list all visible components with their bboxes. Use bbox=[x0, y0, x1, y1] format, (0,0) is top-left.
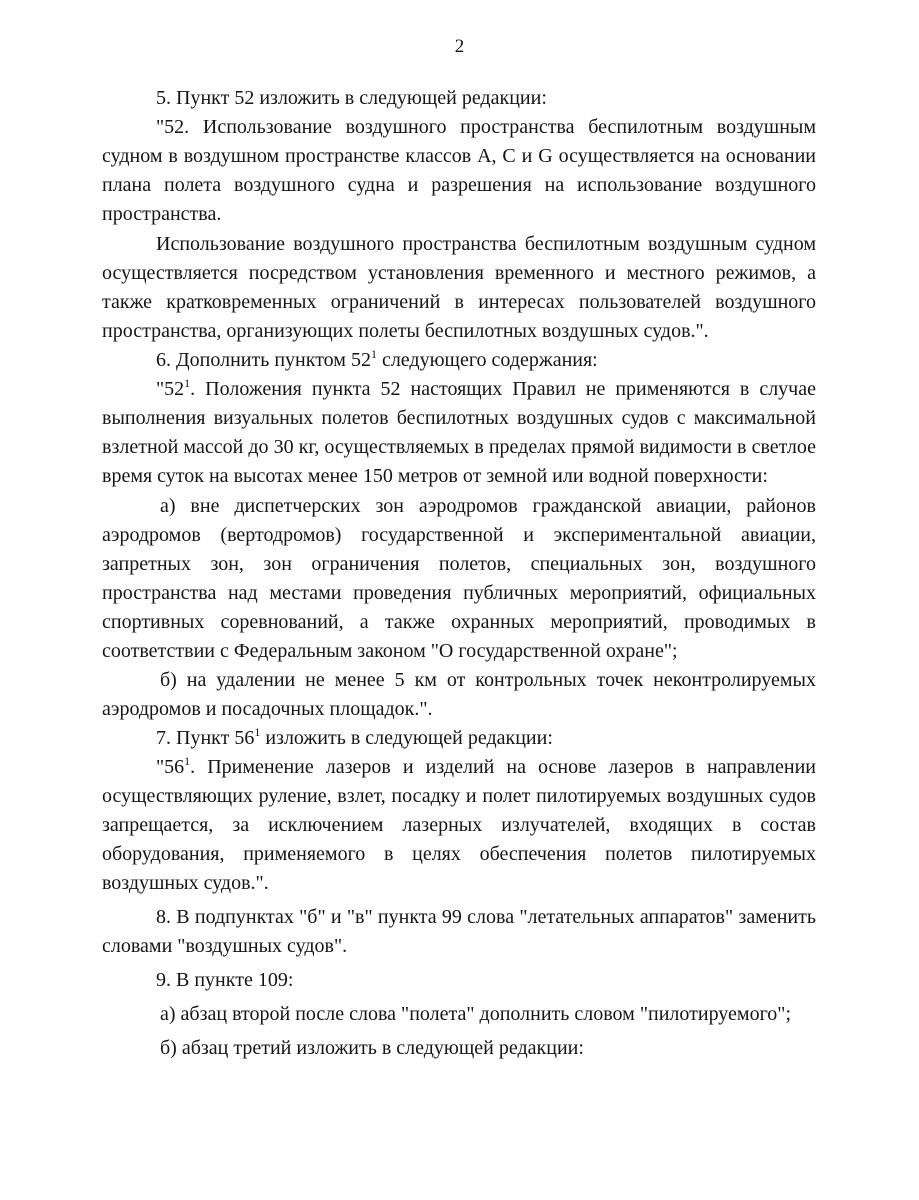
item-9-subitem-b: б) абзац третий изложить в следующей редакции: bbox=[160, 1037, 584, 1059]
item-6-heading-end: следующего содержания: bbox=[376, 349, 598, 371]
clause-52-text: "52. Использование воздушного пространства беспилотным воздушным судном в воздушном пространстве классов A, C и G осуществляется на основании плана полета воздушного судна и разрешения на использование воздушного пространства. bbox=[102, 116, 816, 225]
clause-52-second-paragraph: Использование воздушного пространства беспилотным воздушным судном осуществляется посредством установления временного и местного режимов, а также кратковременных ограничений в интересах пользователей воздушного пространства, организующих полеты беспилотных воздушных судов.". bbox=[102, 233, 816, 342]
item-7-superscript: 1 bbox=[254, 725, 261, 739]
item-7-heading bbox=[102, 724, 816, 753]
item-9-heading: 9. В пункте 109: bbox=[156, 969, 294, 991]
clause-56-1-number: "56 bbox=[156, 756, 185, 778]
clause-56-1-body: . Применение лазеров и изделий на основе лазеров в направлении осуществляющих руление, взлет, посадку и полет пилотируемых воздушных судов запрещается, за исключением лазерных излучателей, входящих в состав оборудования, применяемого в целях обеспечения полетов пилотируемых воздушных судов.". bbox=[102, 756, 816, 894]
clause-52-1-superscript: 1 bbox=[184, 376, 191, 390]
item-6-heading-start: 6. Дополнить пунктом 52 bbox=[156, 349, 371, 371]
item-5-heading: 5. Пункт 52 изложить в следующей редакции: bbox=[156, 87, 547, 109]
item-6-superscript: 1 bbox=[370, 347, 377, 361]
subitem-a-text: а) вне диспетчерских зон аэродромов гражданской авиации, районов аэродромов (вертодромов) государственной и экспериментальной авиации, запретных зон, зон ограничения полетов, специальных зон, воздушного пространства над местами проведения публичных мероприятий, официальных спортивных соревнований, а также охранных мероприятий, проводимых в соответствии с Федеральным законом "О государственной охране"; bbox=[102, 495, 816, 662]
item-9-subitem-a: а) абзац второй после слова "полета" дополнить словом "пилотируемого"; bbox=[160, 1003, 791, 1025]
clause-52-1-number: "52 bbox=[156, 378, 185, 400]
clause-52-1-body: . Положения пункта 52 настоящих Правил не применяются в случае выполнения визуальных полетов беспилотных воздушных судов с максимальной взлетной массой до 30 кг, осуществляемых в пределах прямой видимости в светлое время суток на высотах менее 150 метров от земной или водной поверхности: bbox=[102, 378, 816, 487]
subitem-b-text: б) на удалении не менее 5 км от контрольных точек неконтролируемых аэродромов и посадочных площадок.". bbox=[102, 669, 816, 720]
item-7-heading-start: 7. Пункт 56 bbox=[156, 727, 255, 749]
clause-56-1-superscript: 1 bbox=[184, 754, 191, 768]
item-7-heading-end: изложить в следующей редакции: bbox=[260, 727, 553, 749]
clause-52-1-text bbox=[102, 375, 816, 491]
clause-56-1-text bbox=[102, 753, 816, 898]
page-number: 2 bbox=[454, 36, 465, 57]
item-8-text: 8. В подпунктах "б" и "в" пункта 99 слова "летательных аппаратов" заменить словами "воздушных судов". bbox=[102, 906, 816, 957]
item-6-heading bbox=[102, 346, 816, 375]
document-body bbox=[102, 84, 816, 1063]
